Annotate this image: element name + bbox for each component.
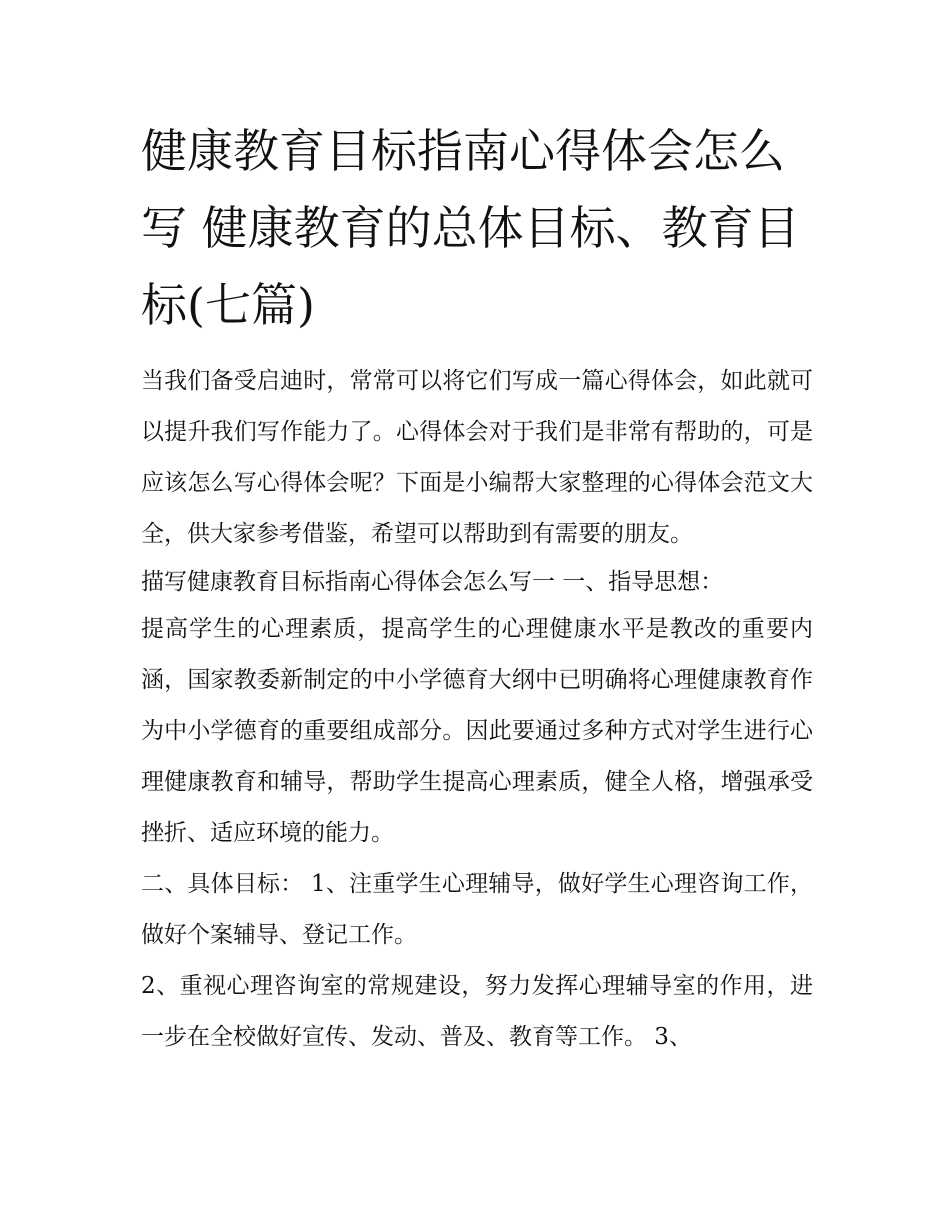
document-title: 健康教育目标指南心得体会怎么写 健康教育的总体目标、教育目标(七篇) — [141, 124, 800, 332]
document-body — [141, 356, 813, 1063]
counseling-room-paragraph: 2、重视心理咨询室的常规建设，努力发挥心理辅导室的作用，进一步在全校做好宣传、发动、普及、教育等工作。 3、 — [141, 973, 813, 1050]
document-page — [141, 113, 813, 1063]
specific-goals-paragraph: 二、具体目标： 1、注重学生心理辅导，做好学生心理咨询工作，做好个案辅导、登记工作。 — [141, 871, 813, 948]
guiding-thought-paragraph: 提高学生的心理素质，提高学生的心理健康水平是教改的重要内涵，国家教委新制定的中小学德育大纲中已明确将心理健康教育作为中小学德育的重要组成部分。因此要通过多种方式对学生进行心理健康教育和辅导，帮助学生提高心理素质，健全人格，增强承受挫折、适应环境的能力。 — [141, 616, 813, 846]
section-heading-guiding-thought: 描写健康教育目标指南心得体会怎么写一 一、指导思想： — [141, 569, 724, 595]
intro-paragraph: 当我们备受启迪时，常常可以将它们写成一篇心得体会，如此就可以提升我们写作能力了。心得体会对于我们是非常有帮助的，可是应该怎么写心得体会呢？下面是小编帮大家整理的心得体会范文大全，供大家参考借鉴，希望可以帮助到有需要的朋友。 — [141, 368, 813, 547]
